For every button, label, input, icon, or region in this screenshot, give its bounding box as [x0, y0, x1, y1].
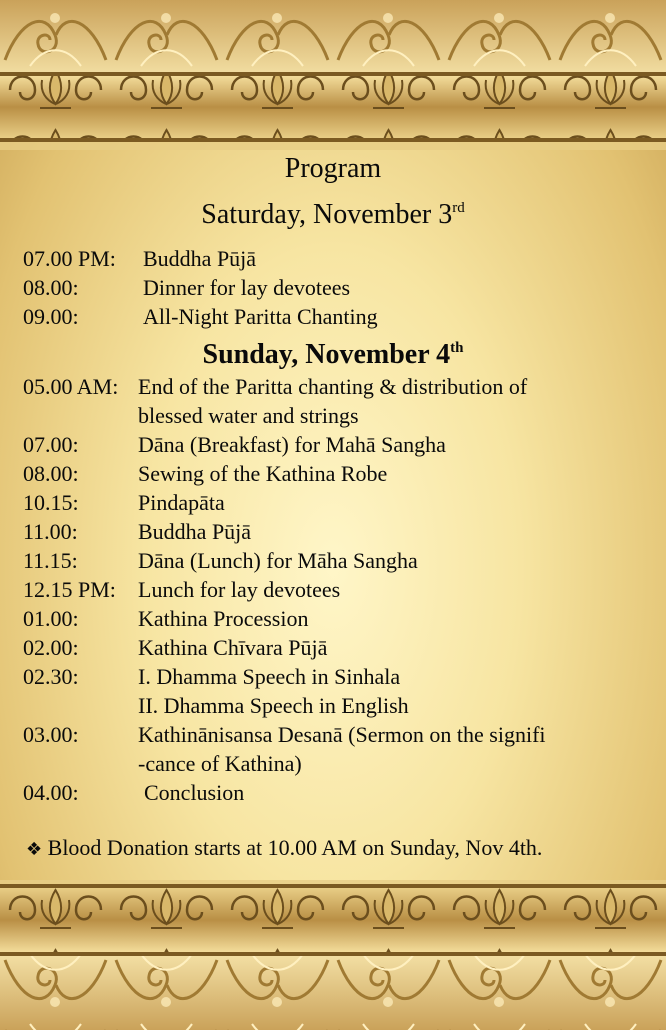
schedule-row [0, 488, 666, 517]
sunday-heading-text: Sunday, November 4 [202, 339, 451, 370]
sunday-schedule [0, 372, 666, 807]
schedule-activity: End of the Paritta chanting & distribution of blessed water and strings [138, 374, 528, 428]
schedule-row [0, 430, 666, 459]
schedule-activity: Conclusion [144, 780, 245, 805]
blood-donation-note [26, 834, 542, 864]
schedule-time: 11.15: [23, 548, 78, 573]
saturday-heading-text: Saturday, November 3 [201, 199, 453, 230]
schedule-activity: Dinner for lay devotees [143, 275, 351, 300]
schedule-activity: Dāna (Lunch) for Māha Sangha [138, 548, 418, 573]
bottom-ornament-graphic [0, 880, 666, 1030]
schedule-row [0, 546, 666, 575]
schedule-time: 01.00: [23, 606, 79, 631]
schedule-time: 02.30: [23, 664, 79, 689]
schedule-activity: Lunch for lay devotees [138, 577, 341, 602]
schedule-row [0, 372, 666, 430]
schedule-time: 08.00: [23, 275, 79, 300]
schedule-activity: All-Night Paritta Chanting [143, 304, 378, 329]
program-title: Program [284, 153, 382, 184]
schedule-time: 02.00: [23, 635, 79, 660]
schedule-row [0, 273, 666, 302]
schedule-activity: Kathina Procession [138, 606, 309, 631]
schedule-time: 03.00: [23, 722, 79, 747]
schedule-activity: Buddha Pūjā [143, 246, 257, 271]
schedule-activity: I. Dhamma Speech in Sinhala II. Dhamma Speech in English [138, 664, 409, 718]
saturday-schedule [0, 244, 666, 331]
schedule-time: 12.15 PM: [23, 577, 116, 602]
schedule-activity: Sewing of the Kathina Robe [138, 461, 388, 486]
schedule-activity: Buddha Pūjā [138, 519, 252, 544]
schedule-activity: Dāna (Breakfast) for Mahā Sangha [138, 432, 446, 457]
schedule-time: 04.00: [23, 780, 79, 805]
schedule-time: 07.00: [23, 432, 79, 457]
saturday-heading [0, 198, 666, 232]
schedule-activity: Kathinānisansa Desanā (Sermon on the signifi -cance of Kathina) [138, 722, 546, 776]
schedule-row [0, 720, 666, 778]
schedule-row [0, 302, 666, 331]
schedule-time: 09.00: [23, 304, 79, 329]
sunday-heading [0, 338, 666, 372]
top-ornament-graphic [0, 0, 666, 150]
bottom-ornament-band [0, 880, 666, 1030]
schedule-row [0, 778, 666, 807]
schedule-row [0, 575, 666, 604]
schedule-time: 07.00 PM: [23, 246, 116, 271]
schedule-activity: Kathina Chīvara Pūjā [138, 635, 328, 660]
program-content [0, 148, 666, 878]
diamond-bullet-icon: ❖ [26, 839, 43, 860]
top-ornament-band [0, 0, 666, 150]
blood-donation-text: Blood Donation starts at 10.00 AM on Sunday, Nov 4th. [42, 835, 543, 860]
schedule-row [0, 459, 666, 488]
schedule-time: 05.00 AM: [23, 374, 119, 399]
schedule-row [0, 604, 666, 633]
schedule-row [0, 662, 666, 720]
schedule-row [0, 244, 666, 273]
schedule-row [0, 517, 666, 546]
saturday-heading-suffix: rd [452, 200, 465, 216]
schedule-time: 10.15: [23, 490, 79, 515]
schedule-time: 11.00: [23, 519, 78, 544]
schedule-row [0, 633, 666, 662]
schedule-activity: Pindapāta [138, 490, 225, 515]
schedule-time: 08.00: [23, 461, 79, 486]
sunday-heading-suffix: th [450, 340, 464, 356]
